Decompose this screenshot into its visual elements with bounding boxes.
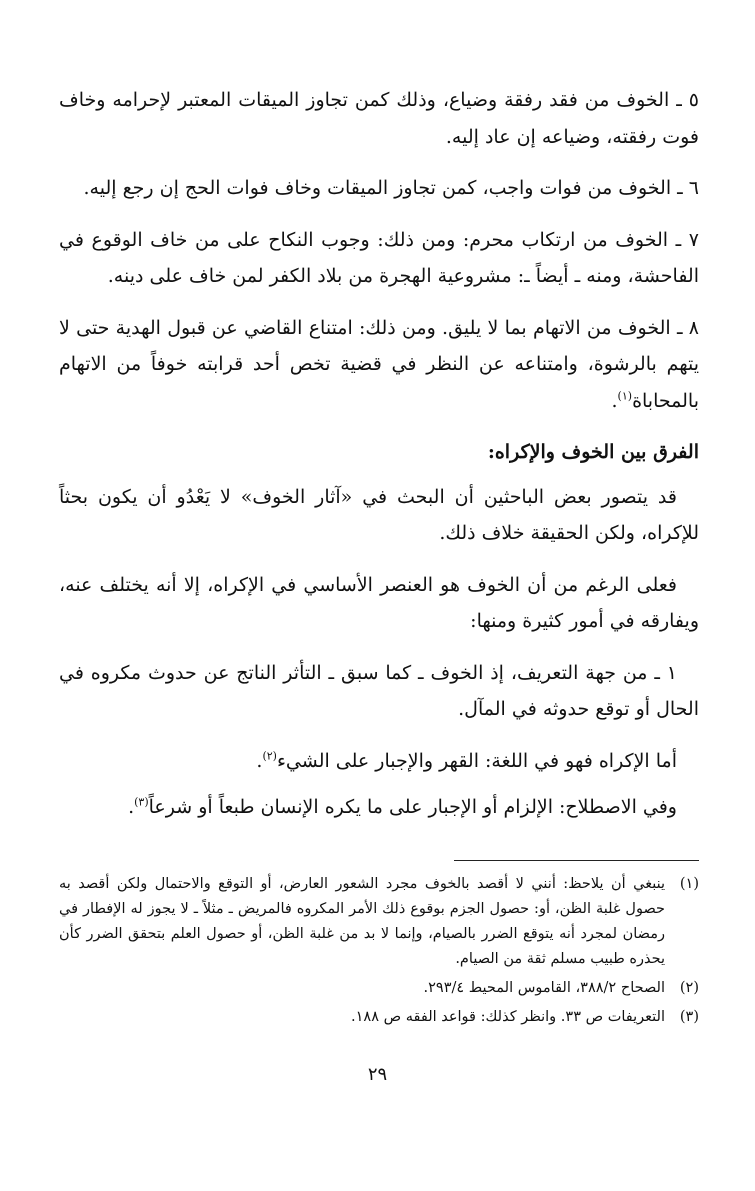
footnote-number: (٢) [679,980,699,996]
section-heading: الفرق بين الخوف والإكراه: [487,441,699,463]
paragraph-difference [59,567,699,640]
paragraph-text: قد يتصور بعض الباحثين أن البحث في «آثار الخوف» لا يَعْدُو أن يكون بحثاً للإكراه، ولكن الحقيقة خلاف ذلك. [59,485,699,544]
paragraph-text: فعلى الرغم من أن الخوف هو العنصر الأساسي في الإكراه، إلا أنه يختلف عنه، ويفارقه في أمور كثيرة ومنها: [59,573,699,632]
paragraph-definition [59,655,699,728]
paragraph-item-7 [59,222,699,295]
paragraph-text: ١ ـ من جهة التعريف، إذ الخوف ـ كما سبق ـ التأثر الناتج عن حدوث مكروه في الحال أو توقع حدوثه في المآل. [59,661,699,720]
footnote-number: (٣) [679,1009,699,1025]
footnote-ref-2[interactable]: (٢) [262,749,277,763]
paragraph-item-6 [59,170,699,207]
footnote-2 [59,976,699,1001]
paragraph-text: ٨ ـ الخوف من الاتهام بما لا يليق. ومن ذلك: امتناع القاضي عن قبول الهدية حتى لا يتهم بالرشوة، وامتناعه عن النظر في قضية تخص أحد قرابته خوفاً من الاتهام بالمحاباة [59,316,699,412]
paragraph-tail: . [611,389,618,412]
paragraph-text: ٥ ـ الخوف من فقد رفقة وضياع، وذلك كمن تجاوز الميقات المعتبر لإحرامه وخاف فوت رفقته، وضياعه إن عاد إليه. [59,89,699,148]
footnote-ref-1[interactable]: (١) [617,389,633,403]
paragraph-text: ٦ ـ الخوف من فوات واجب، كمن تجاوز الميقات وخاف فوات الحج إن رجع إليه. [83,177,699,199]
footnote-text: ينبغي أن يلاحظ: أنني لا أقصد بالخوف مجرد الشعور العارض، أو التوقع والاحتمال ولكن أقصد به حصول غلبة الظن، أو: حصول الجزم بوقوع ذلك الأمر المكروه فالمريض ـ مثلاً ـ لا يجوز له الإفطار في رمضان لمجرد أنه يتوقع الضرر بالصيام، وإنما لا بد من غلبة الظن، أو حصول العلم بتحقق الضرر كأن يحذره طبيب مسلم ثقة من الصيام. [59,876,665,967]
paragraph-language-definition [59,743,699,780]
footnote-3 [59,1005,699,1030]
paragraph-tail: . [256,749,263,772]
paragraph-item-8 [59,310,699,420]
paragraph-text: وفي الاصطلاح: الإلزام أو الإجبار على ما يكره الإنسان طبعاً أو شرعاً [148,796,677,818]
main-text [59,82,699,836]
footnotes [59,872,699,1034]
paragraph-tail: . [128,796,135,818]
footnote-text: الصحاح ٣٨٨/٢، القاموس المحيط ٢٩٣/٤. [423,980,665,996]
footnote-divider [454,860,699,861]
paragraph-item-5 [59,82,699,155]
footnote-ref-3[interactable]: (٣) [134,795,149,809]
page-number: ٢٩ [367,1064,388,1085]
footnote-1 [59,872,699,972]
paragraph-text: أما الإكراه فهو في اللغة: القهر والإجبار على الشيء [276,749,677,772]
footnote-text: التعريفات ص ٣٣. وانظر كذلك: قواعد الفقه ص ١٨٨. [351,1009,665,1025]
paragraph-text: ٧ ـ الخوف من ارتكاب محرم: ومن ذلك: وجوب النكاح على من خاف الوقوع في الفاحشة، ومنه ـ أيضاً ـ: مشروعية الهجرة من بلاد الكفر لمن خاف على دينه. [59,228,699,287]
footnote-number: (١) [679,876,699,892]
paragraph-intro [59,479,699,552]
paragraph-term-definition [59,789,699,826]
